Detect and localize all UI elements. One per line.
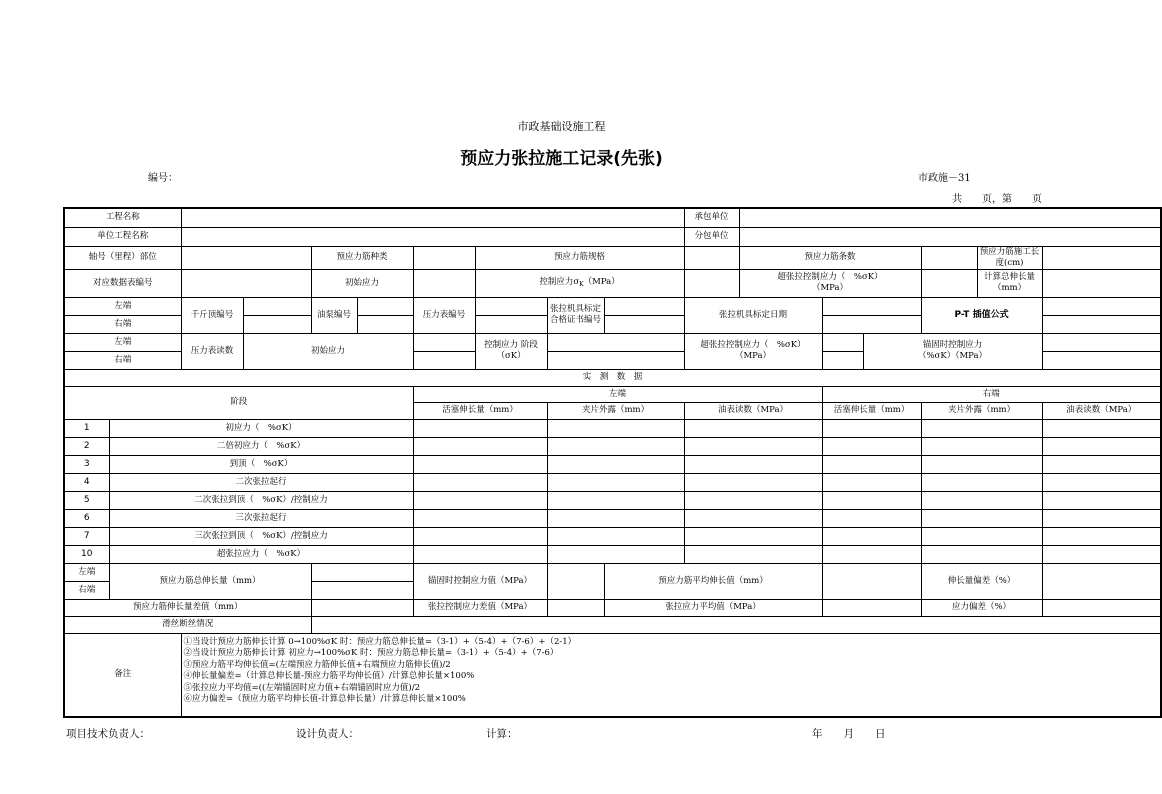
cell[interactable] (921, 509, 1042, 527)
anchor-left[interactable] (1042, 333, 1161, 351)
cell[interactable] (684, 509, 822, 527)
measured-left-header: 左端 (413, 386, 822, 402)
cell[interactable] (547, 527, 684, 545)
tendon-count-value[interactable] (921, 246, 977, 269)
tendon-type-value[interactable] (413, 246, 475, 269)
cell[interactable] (921, 491, 1042, 509)
cell[interactable] (413, 455, 547, 473)
initial-stress-label: 初始应力 (311, 269, 413, 297)
axis-location-label: 轴号（里程）部位 (64, 246, 181, 269)
page-info: 共 页，第 页 (952, 194, 1042, 205)
subcontractor-label: 分包单位 (684, 227, 739, 246)
tendon-length-label: 预应力筋施工长度(cm) (977, 246, 1042, 269)
note-4: ④伸长量偏差=（计算总伸长量-预应力筋平均伸长值）/计算总伸长量×100% (183, 671, 475, 681)
table-row (64, 419, 1161, 437)
row-no: 7 (64, 527, 109, 545)
row-no: 5 (64, 491, 109, 509)
cal-date-left[interactable] (822, 297, 921, 315)
anchor-control-value[interactable] (547, 563, 604, 599)
table-row (64, 437, 1161, 455)
pt-formula-left[interactable] (1042, 297, 1161, 315)
stress-deviation-value[interactable] (1042, 599, 1161, 616)
cell[interactable] (822, 437, 921, 455)
over-tension-label: 超张拉控制应力（ %σK） （MPa） (739, 269, 921, 297)
gauge-over-left[interactable] (822, 333, 863, 351)
table-row (64, 509, 1161, 527)
cell[interactable] (822, 491, 921, 509)
page-title: 预应力张拉施工记录(先张) (460, 149, 663, 169)
calc-label: 计算： (486, 728, 518, 740)
gauge-over-tension-label: 超张拉控制应力（ %σK） （MPa） (684, 333, 822, 369)
col-right-clip: 夹片外露（mm） (921, 402, 1042, 419)
anchor-control-value-label: 锚固时控制应力值（MPa） (413, 563, 547, 599)
col-left-gauge: 油表读数（MPa） (684, 402, 822, 419)
tendon-count-label: 预应力筋条数 (739, 246, 921, 269)
cell[interactable] (921, 473, 1042, 491)
remarks-label: 备注 (64, 633, 181, 717)
anchor-right[interactable] (1042, 351, 1161, 369)
row-stage: 二倍初应力（ %σK） (109, 437, 413, 455)
cell[interactable] (822, 527, 921, 545)
form-code: 市政施－31 (918, 173, 971, 184)
cert-no-right[interactable] (604, 315, 684, 333)
col-left-clip: 夹片外露（mm） (547, 402, 684, 419)
note-3: ③预应力筋平均伸长值=(左端预应力筋伸长值+右端预应力筋伸长值)/2 (183, 659, 451, 670)
cell[interactable] (921, 545, 1042, 563)
cell[interactable] (684, 419, 822, 437)
cert-no-left[interactable] (604, 297, 684, 315)
control-stress-diff-label: 张拉控制应力差值（MPa） (413, 599, 547, 616)
slip-break-label: 滑丝断丝情况 (64, 616, 311, 633)
tendon-type-label: 预应力筋种类 (311, 246, 413, 269)
cal-date-label: 张拉机具标定日期 (684, 297, 822, 333)
avg-elongation-label: 预应力筋平均伸长值（mm） (604, 563, 822, 599)
cell[interactable] (413, 545, 547, 563)
gauge-no-right[interactable] (475, 315, 547, 333)
note-6: ⑥应力偏差=（预应力筋平均伸长值-计算总伸长量）/计算总伸长量×100% (183, 694, 466, 704)
cell[interactable] (413, 437, 547, 455)
control-stage-right[interactable] (547, 351, 684, 369)
equip-right-end: 右端 (64, 315, 181, 333)
axis-location-value[interactable] (181, 246, 311, 269)
col-left-piston: 活塞伸长量（mm） (413, 402, 547, 419)
pt-formula-right[interactable] (1042, 315, 1161, 333)
data-table-no-value[interactable] (181, 269, 311, 297)
control-stress-value[interactable] (684, 269, 739, 297)
cell[interactable] (413, 419, 547, 437)
row-stage: 超张拉应力（ %σK） (109, 545, 413, 563)
stage-header: 阶段 (64, 386, 413, 419)
gauge-reading-label: 压力表读数 (181, 333, 243, 369)
measured-section-title: 实 测 数 据 (64, 369, 1161, 386)
total-elongation-label: 预应力筋总伸长量（mm） (109, 563, 311, 599)
note-1: ①当设计预应力筋伸长计算 0→100%σK 时：预应力筋总伸长量=（3-1）+（5-4）+（7-6）+（2-1） (183, 636, 577, 647)
subcontractor-value[interactable] (739, 227, 1161, 246)
summary-right-end: 右端 (64, 581, 109, 599)
table-row (64, 527, 1161, 545)
equip-left-end: 左端 (64, 297, 181, 315)
cell[interactable] (413, 491, 547, 509)
pump-no-right[interactable] (357, 315, 413, 333)
control-stress-diff-value[interactable] (547, 599, 604, 616)
cell[interactable] (684, 473, 822, 491)
cell[interactable] (547, 491, 684, 509)
cal-date-right[interactable] (822, 315, 921, 333)
control-stress-label: 控制应力$\sigma_K(MPa)$ (475, 269, 684, 297)
table-row (64, 545, 1161, 563)
cell[interactable] (547, 437, 684, 455)
gauge-left-end: 左端 (64, 333, 181, 351)
row-stage: 三次张拉到顶（ %σK）/控制应力 (109, 527, 413, 545)
cell[interactable] (547, 419, 684, 437)
elongation-diff-value[interactable] (311, 599, 413, 616)
cell[interactable] (684, 437, 822, 455)
cell[interactable] (822, 419, 921, 437)
cell[interactable] (822, 455, 921, 473)
cell[interactable] (547, 509, 684, 527)
cell[interactable] (413, 509, 547, 527)
cell[interactable] (413, 527, 547, 545)
cell[interactable] (547, 473, 684, 491)
cell[interactable] (822, 473, 921, 491)
row-no: 2 (64, 437, 109, 455)
cell[interactable] (921, 527, 1042, 545)
tech-lead-label: 项目技术负责人： (66, 728, 150, 740)
cell[interactable] (1042, 437, 1161, 455)
avg-stress-value[interactable] (822, 599, 921, 616)
number-label: 编号： (148, 173, 178, 184)
table-row (64, 455, 1161, 473)
elongation-deviation-value[interactable] (1042, 563, 1161, 599)
anchor-stress-label: 锚固时控制应力 （%σK）（MPa） (863, 333, 1042, 369)
stress-deviation-label: 应力偏差（%） (921, 599, 1042, 616)
row-no: 4 (64, 473, 109, 491)
cell[interactable] (1042, 527, 1161, 545)
cell[interactable] (1042, 419, 1161, 437)
total-elongation-left[interactable] (311, 563, 413, 581)
cell[interactable] (684, 545, 822, 563)
elongation-diff-label: 预应力筋伸长量差值（mm） (64, 599, 311, 616)
cell[interactable] (413, 473, 547, 491)
row-stage: 到顶（ %σK） (109, 455, 413, 473)
over-tension-value[interactable] (921, 269, 977, 297)
col-right-piston: 活塞伸长量（mm） (822, 402, 921, 419)
remarks-notes (181, 633, 1161, 717)
gauge-initial-left[interactable] (413, 333, 475, 351)
jack-no-left[interactable] (243, 297, 311, 315)
row-stage: 二次张拉起行 (109, 473, 413, 491)
calc-elongation-value[interactable] (1042, 269, 1161, 297)
gauge-initial-right[interactable] (413, 351, 475, 369)
row-no: 10 (64, 545, 109, 563)
jack-no-right[interactable] (243, 315, 311, 333)
date-label: 年 月 日 (812, 728, 886, 740)
cert-no-label: 张拉机具标定合格证书编号 (547, 297, 604, 333)
contractor-label: 承包单位 (684, 208, 739, 227)
tendon-length-value[interactable] (1042, 246, 1161, 269)
cell[interactable] (921, 419, 1042, 437)
control-stage-left[interactable] (547, 333, 684, 351)
row-stage: 二次张拉到顶（ %σK）/控制应力 (109, 491, 413, 509)
gauge-over-right[interactable] (822, 351, 863, 369)
summary-left-end: 左端 (64, 563, 109, 581)
cell[interactable] (684, 455, 822, 473)
gauge-initial-stress-label: 初始应力 (243, 333, 413, 369)
note-2: ②当设计预应力筋伸长计算 初应力→100%σK 时：预应力筋总伸长量=（3-1）+（5-4）+（7-6） (183, 648, 559, 658)
pump-no-left[interactable] (357, 297, 413, 315)
table-row (64, 473, 1161, 491)
measured-right-header: 右端 (822, 386, 1161, 402)
elongation-deviation-label: 伸长量偏差（%） (921, 563, 1042, 599)
cell[interactable] (1042, 473, 1161, 491)
slip-break-value[interactable] (311, 616, 1161, 633)
project-name-label: 工程名称 (64, 208, 181, 227)
gauge-right-end: 右端 (64, 351, 181, 369)
gauge-no-left[interactable] (475, 297, 547, 315)
contractor-value[interactable] (739, 208, 1161, 227)
data-table-no-label: 对应数据表编号 (64, 269, 181, 297)
initial-stress-value[interactable] (413, 269, 475, 297)
cell[interactable] (1042, 455, 1161, 473)
subtitle: 市政基础设施工程 (517, 120, 606, 133)
design-lead-label: 设计负责人： (296, 728, 359, 740)
unit-project-value[interactable] (181, 227, 684, 246)
cell[interactable] (547, 545, 684, 563)
row-stage: 初应力（ %σK） (109, 419, 413, 437)
cell[interactable] (822, 545, 921, 563)
cell[interactable] (822, 509, 921, 527)
row-no: 3 (64, 455, 109, 473)
row-no: 1 (64, 419, 109, 437)
table-row (64, 491, 1161, 509)
tendon-spec-label: 预应力筋规格 (475, 246, 684, 269)
cell[interactable] (684, 491, 822, 509)
pump-no-label: 油泵编号 (311, 297, 357, 333)
row-stage: 三次张拉起行 (109, 509, 413, 527)
cell[interactable] (921, 437, 1042, 455)
cell[interactable] (1042, 491, 1161, 509)
total-elongation-right[interactable] (311, 581, 413, 599)
calc-elongation-label: 计算总伸长量（mm） (977, 269, 1042, 297)
note-5: ⑤张拉应力平均值=((左端锚固时应力值+右端锚固时应力值)/2 (183, 682, 420, 693)
cell[interactable] (1042, 545, 1161, 563)
jack-no-label: 千斤顶编号 (181, 297, 243, 333)
row-no: 6 (64, 509, 109, 527)
pt-formula-label: P-T 插值公式 (921, 297, 1042, 333)
record-table (63, 207, 1162, 718)
gauge-no-label: 压力表编号 (413, 297, 475, 333)
cell[interactable] (547, 455, 684, 473)
project-name-value[interactable] (181, 208, 684, 227)
avg-stress-label: 张拉应力平均值（MPa） (604, 599, 822, 616)
control-stage-label: 控制应力 阶段 （σK） (475, 333, 547, 369)
tendon-spec-value[interactable] (684, 246, 739, 269)
cell[interactable] (684, 527, 822, 545)
col-right-gauge: 油表读数（MPa） (1042, 402, 1161, 419)
avg-elongation-value[interactable] (822, 563, 921, 599)
cell[interactable] (1042, 509, 1161, 527)
cell[interactable] (921, 455, 1042, 473)
unit-project-label: 单位工程名称 (64, 227, 181, 246)
